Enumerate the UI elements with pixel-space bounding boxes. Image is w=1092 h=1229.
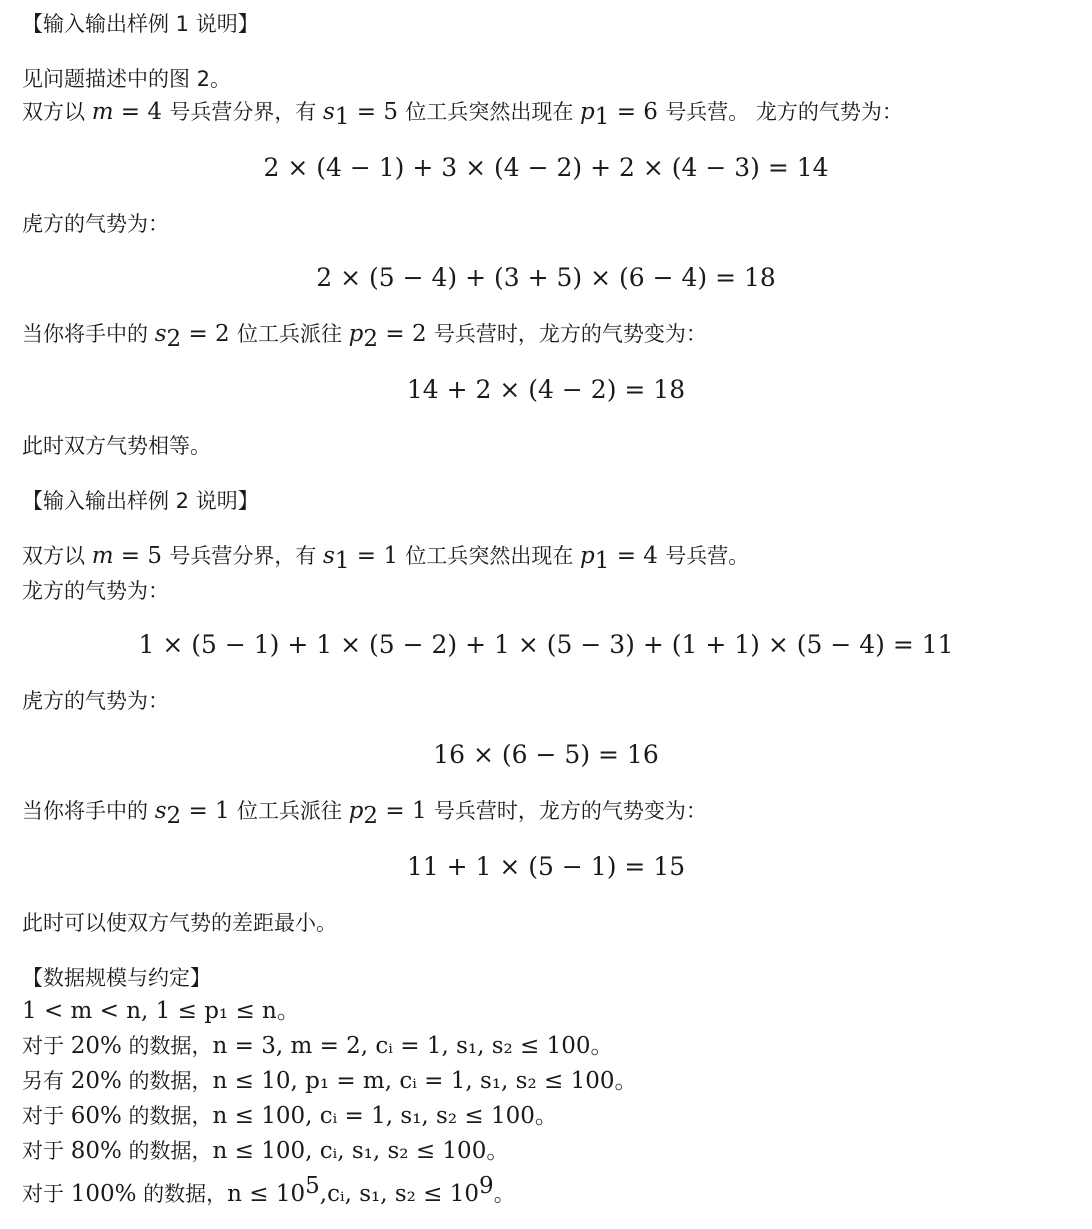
constraints-line-1: 1 < m < n, 1 ≤ p₁ ≤ n。 [22, 998, 300, 1024]
sample2-tiger-label: 虎方的气势为： [22, 689, 169, 713]
subscript: 2 [166, 326, 182, 353]
math-seg: = 1 [378, 798, 434, 824]
text-seg: 的数据， [121, 1069, 213, 1093]
math-seg: = 6 [609, 99, 666, 125]
percent: 60% [70, 1103, 122, 1129]
text-seg: 双方以 [22, 100, 92, 124]
constraints-heading: 【数据规模与约定】 [22, 966, 211, 990]
text-seg: 号兵营。 [665, 544, 750, 568]
math-seg: = 4 [609, 543, 666, 569]
var-p: p [580, 543, 595, 569]
text-seg: 号兵营。 龙方的气势为： [665, 100, 903, 124]
text-seg: 位工兵突然出现在 [405, 100, 581, 124]
math-seg: n ≤ 100, cᵢ, s₁, s₂ ≤ 100。 [212, 1138, 510, 1164]
percent: 20% [70, 1033, 122, 1059]
math-seg: = 1 [349, 543, 406, 569]
text-seg: 号兵营时，龙方的气势变为： [433, 799, 707, 823]
math-seg: ,cᵢ, s₁, s₂ ≤ 10 [319, 1181, 480, 1207]
sample1-formula-dragon: 2 × (4 − 1) + 3 × (4 − 2) + 2 × (4 − 3) = 14 [263, 153, 829, 182]
subscript: 2 [363, 803, 379, 830]
text-seg: 位工兵派往 [236, 799, 349, 823]
constraints-line-6 [22, 1170, 515, 1210]
sample1-move [22, 318, 707, 355]
constraints-line-2 [22, 1030, 614, 1062]
text-seg: 的数据， [121, 1104, 213, 1128]
constraints-line-3 [22, 1065, 637, 1097]
text-seg: 号兵营时，龙方的气势变为： [433, 322, 707, 346]
sample2-heading: 【输入输出样例 2 说明】 [22, 489, 259, 513]
var-p: p [348, 321, 364, 347]
percent: 100% [70, 1181, 137, 1207]
text-seg: 的数据， [121, 1139, 213, 1163]
text-seg: 另有 [22, 1069, 71, 1093]
sample2-move [22, 795, 707, 832]
math-seg: n ≤ 100, cᵢ = 1, s₁, s₂ ≤ 100。 [212, 1103, 558, 1129]
constraints-line-5 [22, 1135, 509, 1167]
sample2-formula-after: 11 + 1 × (5 − 1) = 15 [406, 852, 686, 881]
sample1-tiger-label: 虎方的气势为： [22, 212, 169, 236]
text-seg: 双方以 [22, 544, 92, 568]
var-p: p [580, 99, 595, 125]
text-seg: 的数据， [136, 1182, 228, 1206]
var-s: s [154, 798, 167, 824]
text-seg: 位工兵派往 [236, 322, 349, 346]
text-seg: 的数据， [121, 1034, 213, 1058]
math-seg: = 5 [113, 543, 170, 569]
subscript: 1 [594, 548, 610, 575]
text-seg: 对于 [22, 1104, 71, 1128]
var-s: s [154, 321, 167, 347]
text-seg: 对于 [22, 1139, 71, 1163]
text-seg: 对于 [22, 1034, 71, 1058]
superscript: 9 [479, 1173, 494, 1199]
subscript: 1 [334, 104, 350, 131]
var-m: m [91, 543, 114, 569]
sample2-formula-dragon: 1 × (5 − 1) + 1 × (5 − 2) + 1 × (5 − 3) + (1 + 1) × (5 − 4) = 11 [138, 630, 954, 659]
var-p: p [348, 798, 364, 824]
sample1-intro [22, 96, 903, 133]
text-seg: 。 [493, 1182, 515, 1206]
sample2-intro [22, 540, 749, 577]
math-seg: = 4 [113, 99, 170, 125]
subscript: 1 [594, 104, 610, 131]
sample1-ref: 见问题描述中的图 2。 [22, 67, 232, 91]
sample1-heading: 【输入输出样例 1 说明】 [22, 12, 259, 36]
math-seg: = 2 [378, 321, 434, 347]
math-seg: = 5 [349, 99, 406, 125]
var-s: s [323, 543, 335, 569]
text-seg: 位工兵突然出现在 [405, 544, 581, 568]
sample1-formula-after: 14 + 2 × (4 − 2) = 18 [406, 375, 686, 404]
text-seg: 号兵营分界，有 [169, 100, 324, 124]
sample2-dragon-label: 龙方的气势为： [22, 579, 169, 603]
subscript: 2 [166, 803, 182, 830]
math-seg: n ≤ 10, p₁ = m, cᵢ = 1, s₁, s₂ ≤ 100。 [212, 1068, 638, 1094]
text-seg: 当你将手中的 [22, 322, 155, 346]
sample1-conclusion: 此时双方气势相等。 [22, 434, 211, 458]
math-seg: n = 3, m = 2, cᵢ = 1, s₁, s₂ ≤ 100。 [212, 1033, 614, 1059]
sample2-formula-tiger: 16 × (6 − 5) = 16 [433, 740, 659, 769]
superscript: 5 [305, 1173, 320, 1199]
constraints-line-4 [22, 1100, 558, 1132]
percent: 20% [70, 1068, 122, 1094]
subscript: 2 [363, 326, 379, 353]
math-seg: n ≤ 10 [227, 1181, 306, 1207]
math-seg: = 1 [181, 798, 237, 824]
text-seg: 当你将手中的 [22, 799, 155, 823]
subscript: 1 [334, 548, 350, 575]
var-m: m [91, 99, 114, 125]
text-seg: 对于 [22, 1182, 71, 1206]
sample1-formula-tiger: 2 × (5 − 4) + (3 + 5) × (6 − 4) = 18 [316, 263, 776, 292]
text-seg: 号兵营分界，有 [169, 544, 324, 568]
percent: 80% [70, 1138, 122, 1164]
sample2-conclusion: 此时可以使双方气势的差距最小。 [22, 911, 337, 935]
math-seg: = 2 [181, 321, 237, 347]
var-s: s [323, 99, 335, 125]
